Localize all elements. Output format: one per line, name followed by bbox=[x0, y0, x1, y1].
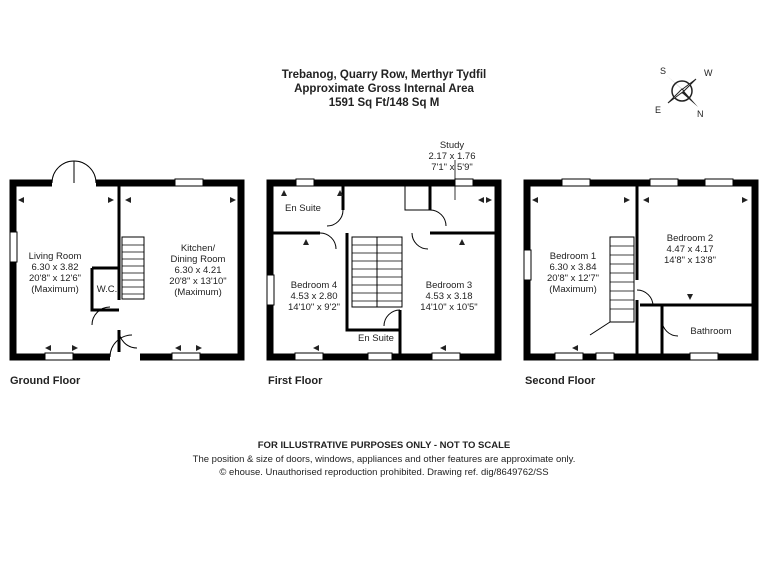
compass-e: E bbox=[655, 105, 662, 115]
room-ensuite-bottom: En Suite bbox=[358, 333, 394, 344]
room-bathroom: Bathroom bbox=[690, 326, 732, 337]
compass-w: W bbox=[704, 68, 713, 78]
copyright-text: © ehouse. Unauthorised reproduction prohibited. Drawing ref. dig/8649762/SS bbox=[219, 467, 549, 478]
room-study: Study 2.17 x 1.76 7'1" x 5'9" bbox=[428, 140, 476, 173]
disclaimer-title: FOR ILLUSTRATIVE PURPOSES ONLY - NOT TO SCALE bbox=[257, 440, 511, 451]
disclaimer-text: The position & size of doors, windows, appliances and other features are approximate only. bbox=[192, 454, 576, 465]
room-bedroom2: Bedroom 2 4.47 x 4.17 14'8" x 13'8" bbox=[663, 233, 717, 266]
room-kitchen: Kitchen/ Dining Room 6.30 x 4.21 20'8" x 13'10" (Maximum) bbox=[169, 243, 227, 298]
area-label: Approximate Gross Internal Area bbox=[294, 83, 474, 95]
area-value: 1591 Sq Ft/148 Sq M bbox=[328, 97, 440, 109]
room-living: Living Room 6.30 x 3.82 20'8" x 12'6" (Maximum) bbox=[28, 251, 82, 295]
first-floor-label: First Floor bbox=[268, 375, 323, 387]
property-address: Trebanog, Quarry Row, Merthyr Tydfil bbox=[281, 69, 487, 81]
compass-s: S bbox=[660, 66, 667, 76]
room-wc: W.C. bbox=[96, 284, 118, 295]
room-bedroom3: Bedroom 3 4.53 x 3.18 14'10" x 10'5" bbox=[420, 280, 478, 313]
ground-floor-label: Ground Floor bbox=[10, 375, 81, 387]
compass-n: N bbox=[697, 109, 704, 119]
room-ensuite-top: En Suite bbox=[285, 203, 321, 214]
room-bedroom4: Bedroom 4 4.53 x 2.80 14'10" x 9'2" bbox=[287, 280, 341, 313]
second-floor-label: Second Floor bbox=[525, 375, 596, 387]
compass-icon bbox=[666, 75, 698, 107]
first-floor-plan bbox=[267, 160, 498, 360]
room-bedroom1: Bedroom 1 6.30 x 3.84 20'8" x 12'7" (Maximum) bbox=[546, 251, 600, 295]
